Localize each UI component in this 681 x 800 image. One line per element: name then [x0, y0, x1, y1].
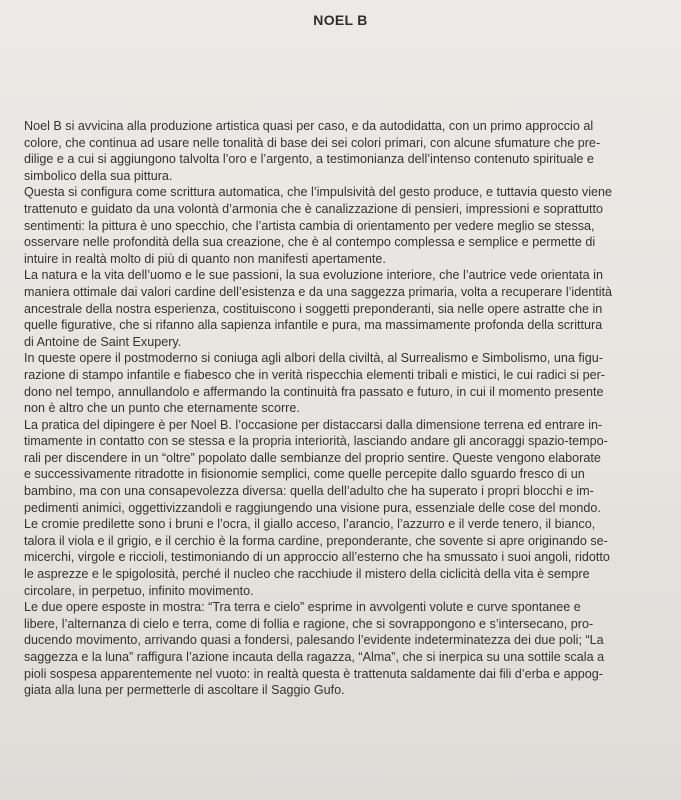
- text-line: timamente in contatto con se stessa e la propria interiorità, lasciando andare gli ancoraggi spazio-tempo-: [24, 434, 608, 449]
- text-line: micerchi, virgole e riccioli, testimoniando di un approccio all’esterno che ha smussato i suoi angoli, ridotto: [24, 550, 610, 565]
- text-line: circolare, in perpetuo, infinito movimento.: [24, 583, 254, 598]
- text-line: libere, l’alternanza di cielo e terra, come di follia e ragione, che si sovrappongono e s’intersecano, pro-: [24, 616, 594, 631]
- text-line: La natura e la vita dell’uomo e le sue passioni, la sua evoluzione interiore, che l’autrice vede orientata in: [24, 268, 603, 283]
- text-line: di Antoine de Saint Exupery.: [24, 334, 182, 349]
- text-line: Le due opere esposte in mostra: “Tra terra e cielo” esprime in avvolgenti volute e curve spontanee e: [24, 600, 581, 615]
- text-line: maniera ottimale dai valori cardine dell’esistenza e da una saggezza primaria, volta a recuperare l’identità: [24, 284, 613, 299]
- text-line: bambino, ma con una consapevolezza diversa: quella dell’adulto che ha superato i propri blocchi e im-: [24, 484, 594, 499]
- text-line: Noel B si avvicina alla produzione artistica quasi per caso, e da autodidatta, con un primo approccio al: [24, 119, 594, 133]
- text-line: colore, che continua ad usare nelle tonalità di base dei sei colori primari, con alcune sfumature che pre-: [24, 135, 601, 150]
- text-line: simbolico della sua pittura.: [24, 168, 173, 183]
- text-line: Questa si configura come scrittura automatica, che l’impulsività del gesto produce, e tuttavia questo viene: [24, 185, 613, 200]
- text-line: pioli sospesa apparentemente nel vuoto: in realtà questa è trattenuta saldamente dai fili d’erba e appog-: [24, 666, 603, 681]
- text-line: ducendo movimento, arrivando quasi a fondersi, palesando l’evidente indeterminatezza dei due poli; “La: [24, 633, 604, 648]
- text-line: e successivamente ritradotte in fisionomie semplici, come quelle percepite dallo sguardo fresco di un: [24, 467, 585, 482]
- body-text: [24, 118, 644, 699]
- text-line: osservare nelle profondità della sua creazione, che è al contempo complessa e semplice e permette di: [24, 235, 596, 250]
- text-line: quelle figurative, che si rifanno alla sapienza infantile e pura, ma massimamente profonda della scrittura: [24, 318, 603, 333]
- text-line: talora il viola e il grigio, e il cerchio è la forma cardine, preponderante, che sovente si apre originando se-: [24, 533, 608, 548]
- text-line: dono nel tempo, annullandolo e affermando la continuità fra passato e futuro, in cui il momento presente: [24, 384, 604, 399]
- text-line: le asprezze e le spigolosità, perché il nucleo che racchiude il mistero della ciclicità della vita è sempre: [24, 567, 590, 582]
- text-line: razione di stampo infantile e fiabesco che in verità rispecchia elementi tribali e mistici, le cui radici si per-: [24, 367, 605, 382]
- text-line: dilige e a cui si aggiungono talvolta l’oro e l’argento, a testimonianza dell’intenso contenuto spirituale e: [24, 152, 594, 167]
- text-line: pedimenti animici, oggettivizzandoli e raggiungendo una visione pura, essenziale delle cose del mondo.: [24, 500, 601, 515]
- text-line: non è altro che un punto che eternamente scorre.: [24, 401, 300, 416]
- text-line: saggezza e la luna” raffigura l’azione incauta della ragazza, “Alma”, che si inerpica su una sottile scala a: [24, 650, 605, 664]
- text-line: intuire in realtà molto di più di quanto non manifesti apertamente.: [24, 251, 386, 266]
- text-line: ancestrale della nostra esperienza, costituiscono i soggetti preponderanti, sia nelle opere astratte che in: [24, 301, 603, 316]
- text-line: La pratica del dipingere è per Noel B. l’occasione per distaccarsi dalla dimensione terrena ed entrare in-: [24, 417, 603, 432]
- text-line: Le cromie predilette sono i bruni e l’ocra, il giallo acceso, l’arancio, l’azzurro e il verde tenero, il bianco,: [24, 517, 596, 532]
- text-line: rali per discendere in un “oltre” popolato dalle sembianze del proprio sentire. Queste vengono elaborate: [24, 450, 601, 465]
- text-line: In queste opere il postmoderno si coniuga agli albori della civiltà, al Surrealismo e Simbolismo, una figu-: [24, 351, 603, 366]
- text-line: trattenuto e guidato da una volontà d’armonia che è canalizzazione di pensieri, impressioni e soprattutto: [24, 201, 603, 216]
- page-title: NOEL B: [313, 12, 368, 28]
- text-line: giata alla luna per permetterle di ascoltare il Saggio Gufo.: [24, 683, 345, 698]
- text-line: sentimenti: la pittura è uno specchio, che l’artista cambia di orientamento per vedere meglio se stessa,: [24, 218, 595, 233]
